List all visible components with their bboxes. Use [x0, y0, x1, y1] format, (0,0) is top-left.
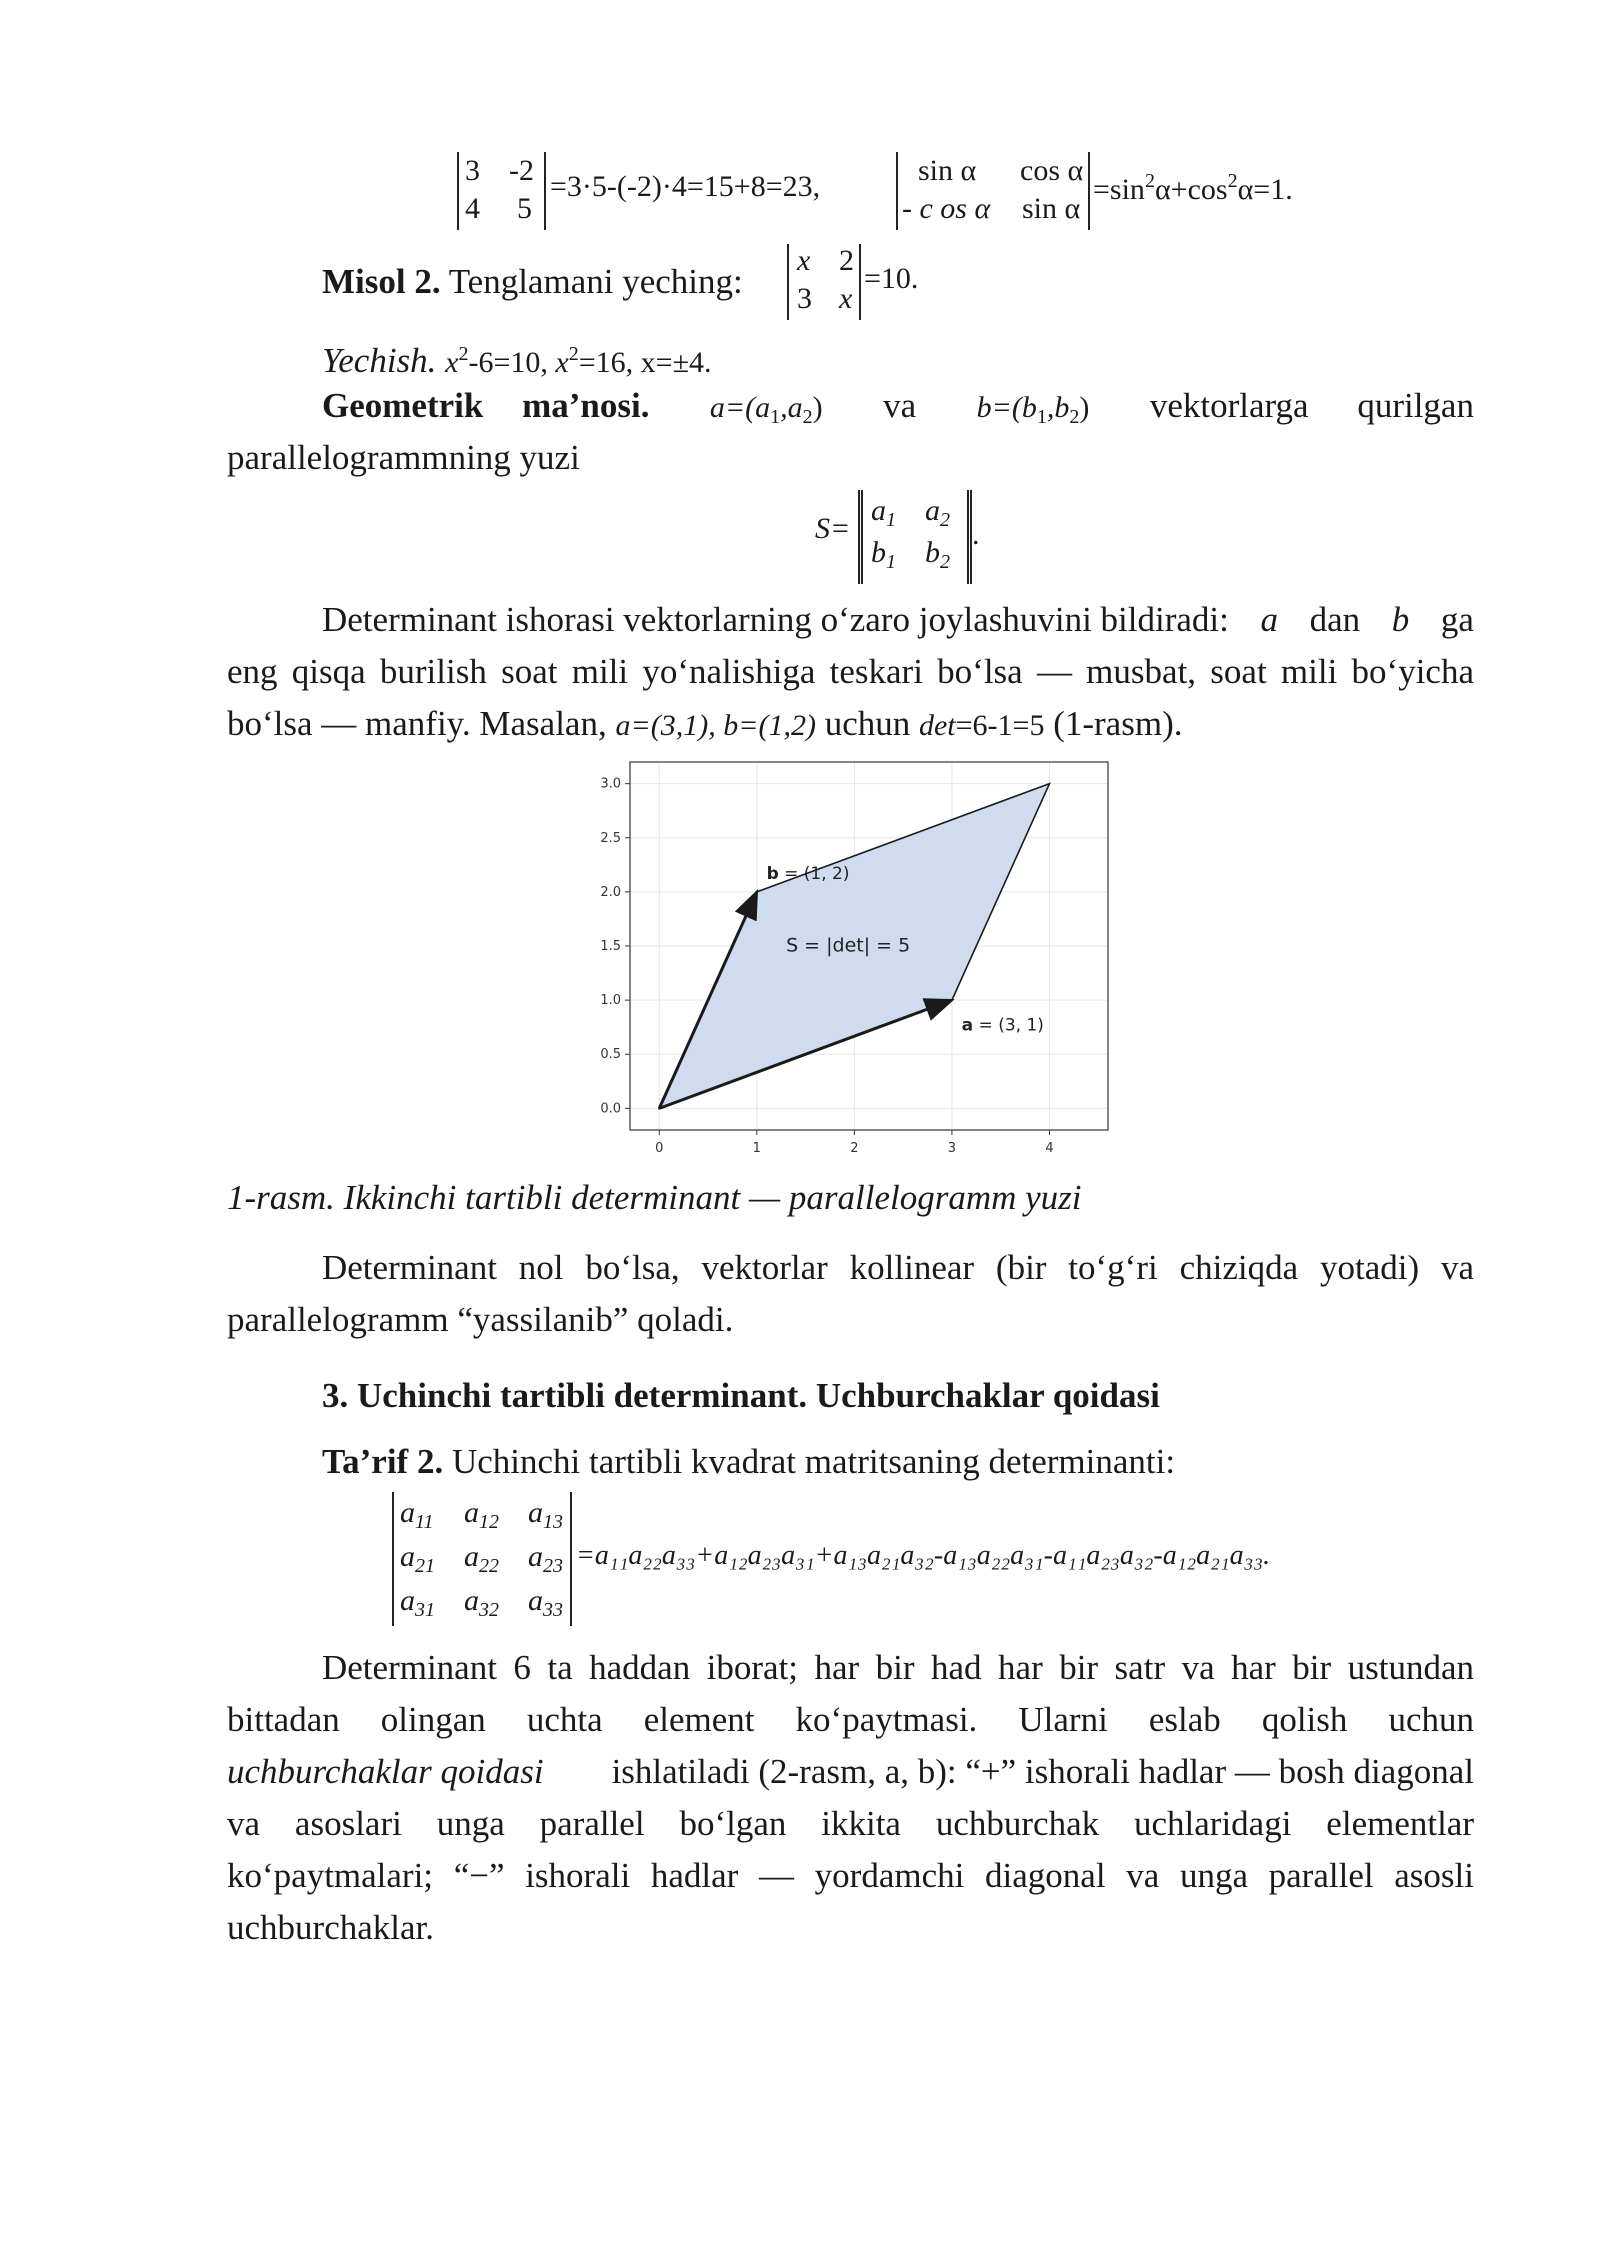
entry: a	[464, 1496, 479, 1529]
det-cell: sin α	[918, 154, 977, 187]
eq-part: =16,	[578, 346, 634, 379]
subscript: 13	[543, 1511, 563, 1533]
trig-part: =sin	[1093, 173, 1145, 206]
det-cell	[528, 1584, 563, 1622]
para2-line1: Determinant nol bo‘lsa, vektorlar kollinear (bir to‘g‘ri chiziqda yotadi) va	[322, 1248, 1474, 1287]
para1-text: uchun	[824, 704, 911, 743]
subscript: 1	[886, 509, 896, 531]
det-cell	[925, 494, 950, 532]
area-formula-period: .	[972, 518, 980, 551]
figure-caption: 1-rasm. Ikkinchi tartibli determinant — parallelogramm yuzi	[227, 1178, 1082, 1217]
trig-part: α+cos	[1154, 173, 1228, 206]
y-tick-label: 0.0	[600, 1101, 621, 1117]
det-cell: 4	[465, 192, 480, 225]
para3-line2: bittadan olingan uchta element ko‘paytmasi. Ularni eslab qolish uchun	[227, 1700, 1474, 1739]
para3-line4: va asoslari unga parallel bo‘lgan ikkita uchburchak uchlaridagi elementlar	[227, 1804, 1474, 1843]
rule-name: uchburchaklar qoidasi	[227, 1752, 544, 1791]
x-tick-label: 0	[655, 1141, 664, 1156]
para3-line6: uchburchaklar.	[227, 1908, 434, 1947]
sarrus-expansion: =a₁₁a₂₂a₃₃+a₁₂a₂₃a₃₁+a₁₃a₂₁a₃₂-a₁₃a₂₂a₃₁-a₁₁a₂₃a₃₂-a₁₂a₂₁a₃₃.	[576, 1540, 1271, 1571]
var-x: x	[445, 346, 459, 379]
subscript: 1	[1036, 406, 1047, 428]
para3-text: ishlatiladi (2-rasm, a, b): “+” ishorali hadlar — bosh diagonal	[611, 1752, 1474, 1791]
vector-b-text: )	[1079, 391, 1090, 424]
area-determinant	[858, 490, 972, 584]
entry: a	[400, 1540, 415, 1573]
geometric-tail: vektorlarga qurilgan	[1149, 386, 1474, 425]
section3-heading: 3. Uchinchi tartibli determinant. Uchburchaklar qoidasi	[322, 1376, 1160, 1415]
para2-line2: parallelogramm “yassilanib” qoladi.	[227, 1300, 734, 1339]
tarif2-label: Ta’rif 2.	[322, 1442, 444, 1481]
para1-text: ga	[1440, 600, 1474, 639]
det-cell	[528, 1540, 563, 1578]
exponent: 2	[568, 343, 579, 365]
para1-text: dan	[1309, 600, 1361, 639]
det-cell	[871, 536, 896, 574]
para1-line3	[227, 698, 1182, 752]
subscript: 1	[770, 406, 781, 428]
x-tick-label: 4	[1045, 1141, 1054, 1156]
para3-line3	[227, 1746, 1474, 1798]
entry: b	[871, 536, 886, 569]
exponent: 2	[1227, 170, 1238, 192]
vector-b-text: b=(b	[976, 391, 1037, 424]
subscript: 2	[1069, 406, 1080, 428]
det-cell: 3	[797, 282, 812, 315]
trig-identity	[1093, 170, 1293, 207]
area-label: S = |det| = 5	[786, 934, 911, 957]
det-cell: 5	[517, 192, 532, 225]
y-tick-label: 0.5	[600, 1047, 621, 1063]
x-tick-label: 2	[850, 1141, 859, 1156]
entry: a	[400, 1584, 415, 1617]
subscript: 23	[543, 1555, 563, 1577]
vector-a-label: a = (3, 1)	[961, 1015, 1044, 1036]
para1-line2: eng qisqa burilish soat mili yo‘nalishiga teskari bo‘lsa — musbat, soat mili bo‘yicha	[227, 652, 1474, 691]
parallelogram-chart	[560, 752, 1120, 1162]
x-tick-label: 3	[947, 1141, 957, 1156]
subscript: 12	[479, 1511, 499, 1533]
para1-det-eq	[919, 709, 1044, 742]
det-label: det	[918, 709, 956, 742]
exponent: 2	[1144, 170, 1155, 192]
para3-line5: ko‘paytmalari; “−” ishorali hadlar — yordamchi diagonal va unga parallel asosli	[227, 1856, 1474, 1895]
var-x: x	[555, 346, 569, 379]
subscript: 32	[479, 1599, 499, 1621]
geometric-line2: parallelogrammning yuzi	[227, 438, 580, 477]
det-cell	[400, 1540, 435, 1578]
subscript: 22	[479, 1555, 499, 1577]
det-cell	[528, 1496, 563, 1534]
y-tick-label: 2.5	[600, 830, 621, 846]
para1-var: a	[1260, 600, 1278, 639]
determinant-2x2-numeric	[457, 152, 546, 230]
det-cell: cos α	[1020, 154, 1084, 187]
tarif2-text: Uchinchi tartibli kvadrat matritsaning determinanti:	[451, 1442, 1176, 1481]
para1-text: bo‘lsa — manfiy. Masalan,	[227, 704, 607, 743]
subscript: 31	[415, 1599, 435, 1621]
para1-vectors: a=(3,1), b=(1,2)	[615, 709, 816, 742]
vector-a-text: )	[812, 391, 823, 424]
subscript: 11	[415, 1511, 434, 1533]
subscript: 1	[886, 551, 896, 573]
y-tick-label: 1.0	[600, 993, 621, 1009]
example1-calculation: =3·5-(-2)·4=15+8=23,	[550, 170, 821, 203]
yechish-label: Yechish.	[322, 341, 437, 380]
misol2-label: Misol 2.	[322, 262, 441, 301]
y-tick-label: 1.5	[600, 939, 621, 954]
para1-var: b	[1391, 600, 1410, 639]
va-text: va	[883, 386, 917, 425]
subscript: 33	[543, 1599, 563, 1621]
det-cell	[925, 536, 950, 574]
x-tick-label: 1	[752, 1141, 761, 1156]
vector-b-label: b = (1, 2)	[766, 863, 850, 884]
y-tick-label: 2.0	[600, 884, 621, 900]
area-formula-S: S=	[815, 512, 851, 545]
eq-part: -6=10,	[468, 346, 548, 379]
subscript: 2	[940, 509, 950, 531]
det-cell	[464, 1496, 499, 1534]
misol2-line	[322, 256, 743, 308]
det-cell: x	[797, 244, 811, 277]
entry: a	[528, 1584, 543, 1617]
entry: a	[925, 494, 940, 527]
det-cell: - c os α	[902, 192, 991, 225]
misol2-text: Tenglamani yeching:	[448, 262, 743, 301]
vector-b	[977, 382, 1090, 443]
det-cell	[464, 1584, 499, 1622]
subscript: 21	[415, 1555, 435, 1577]
vector-a-text: ,a	[780, 391, 803, 424]
para1-line1	[322, 594, 1474, 646]
tarif2-line	[322, 1436, 1175, 1488]
entry: b	[925, 536, 940, 569]
determinant-3x3	[392, 1492, 572, 1626]
exponent: 2	[458, 343, 469, 365]
para1-text: (1-rasm).	[1053, 704, 1183, 743]
det-cell: sin α	[1022, 192, 1081, 225]
vector-b-text: ,b	[1046, 391, 1070, 424]
det-cell: -2	[509, 154, 534, 187]
y-tick-label: 3.0	[600, 776, 621, 792]
det-cell: 3	[465, 154, 480, 187]
vector-a-text: a=(a	[709, 391, 771, 424]
det-value: =6-1=5	[955, 709, 1045, 742]
determinant-2x2-x	[787, 244, 861, 320]
entry: a	[464, 1584, 479, 1617]
para3-line1: Determinant 6 ta haddan iborat; har bir had har bir satr va har bir ustundan	[322, 1648, 1474, 1687]
subscript: 2	[802, 406, 813, 428]
misol2-rhs: =10.	[864, 262, 919, 295]
eq-part: x=±4.	[640, 346, 712, 379]
entry: a	[400, 1496, 415, 1529]
vector-a	[710, 382, 823, 443]
entry: a	[528, 1540, 543, 1573]
entry: a	[871, 494, 886, 527]
determinant-2x2-trig	[896, 152, 1090, 230]
entry: a	[528, 1496, 543, 1529]
det-cell	[464, 1540, 499, 1578]
det-cell	[871, 494, 896, 532]
para1-text: Determinant ishorasi vektorlarning o‘zaro joylashuvini bildiradi:	[322, 600, 1229, 639]
det-cell: x	[839, 282, 853, 315]
det-cell	[400, 1496, 434, 1534]
entry: a	[464, 1540, 479, 1573]
yechish-equation	[445, 343, 712, 379]
det-cell: 2	[839, 244, 854, 277]
det-cell	[400, 1584, 435, 1622]
subscript: 2	[940, 551, 950, 573]
trig-part: α=1.	[1237, 173, 1293, 206]
geometric-label: Geometrik ma’nosi.	[322, 386, 650, 425]
